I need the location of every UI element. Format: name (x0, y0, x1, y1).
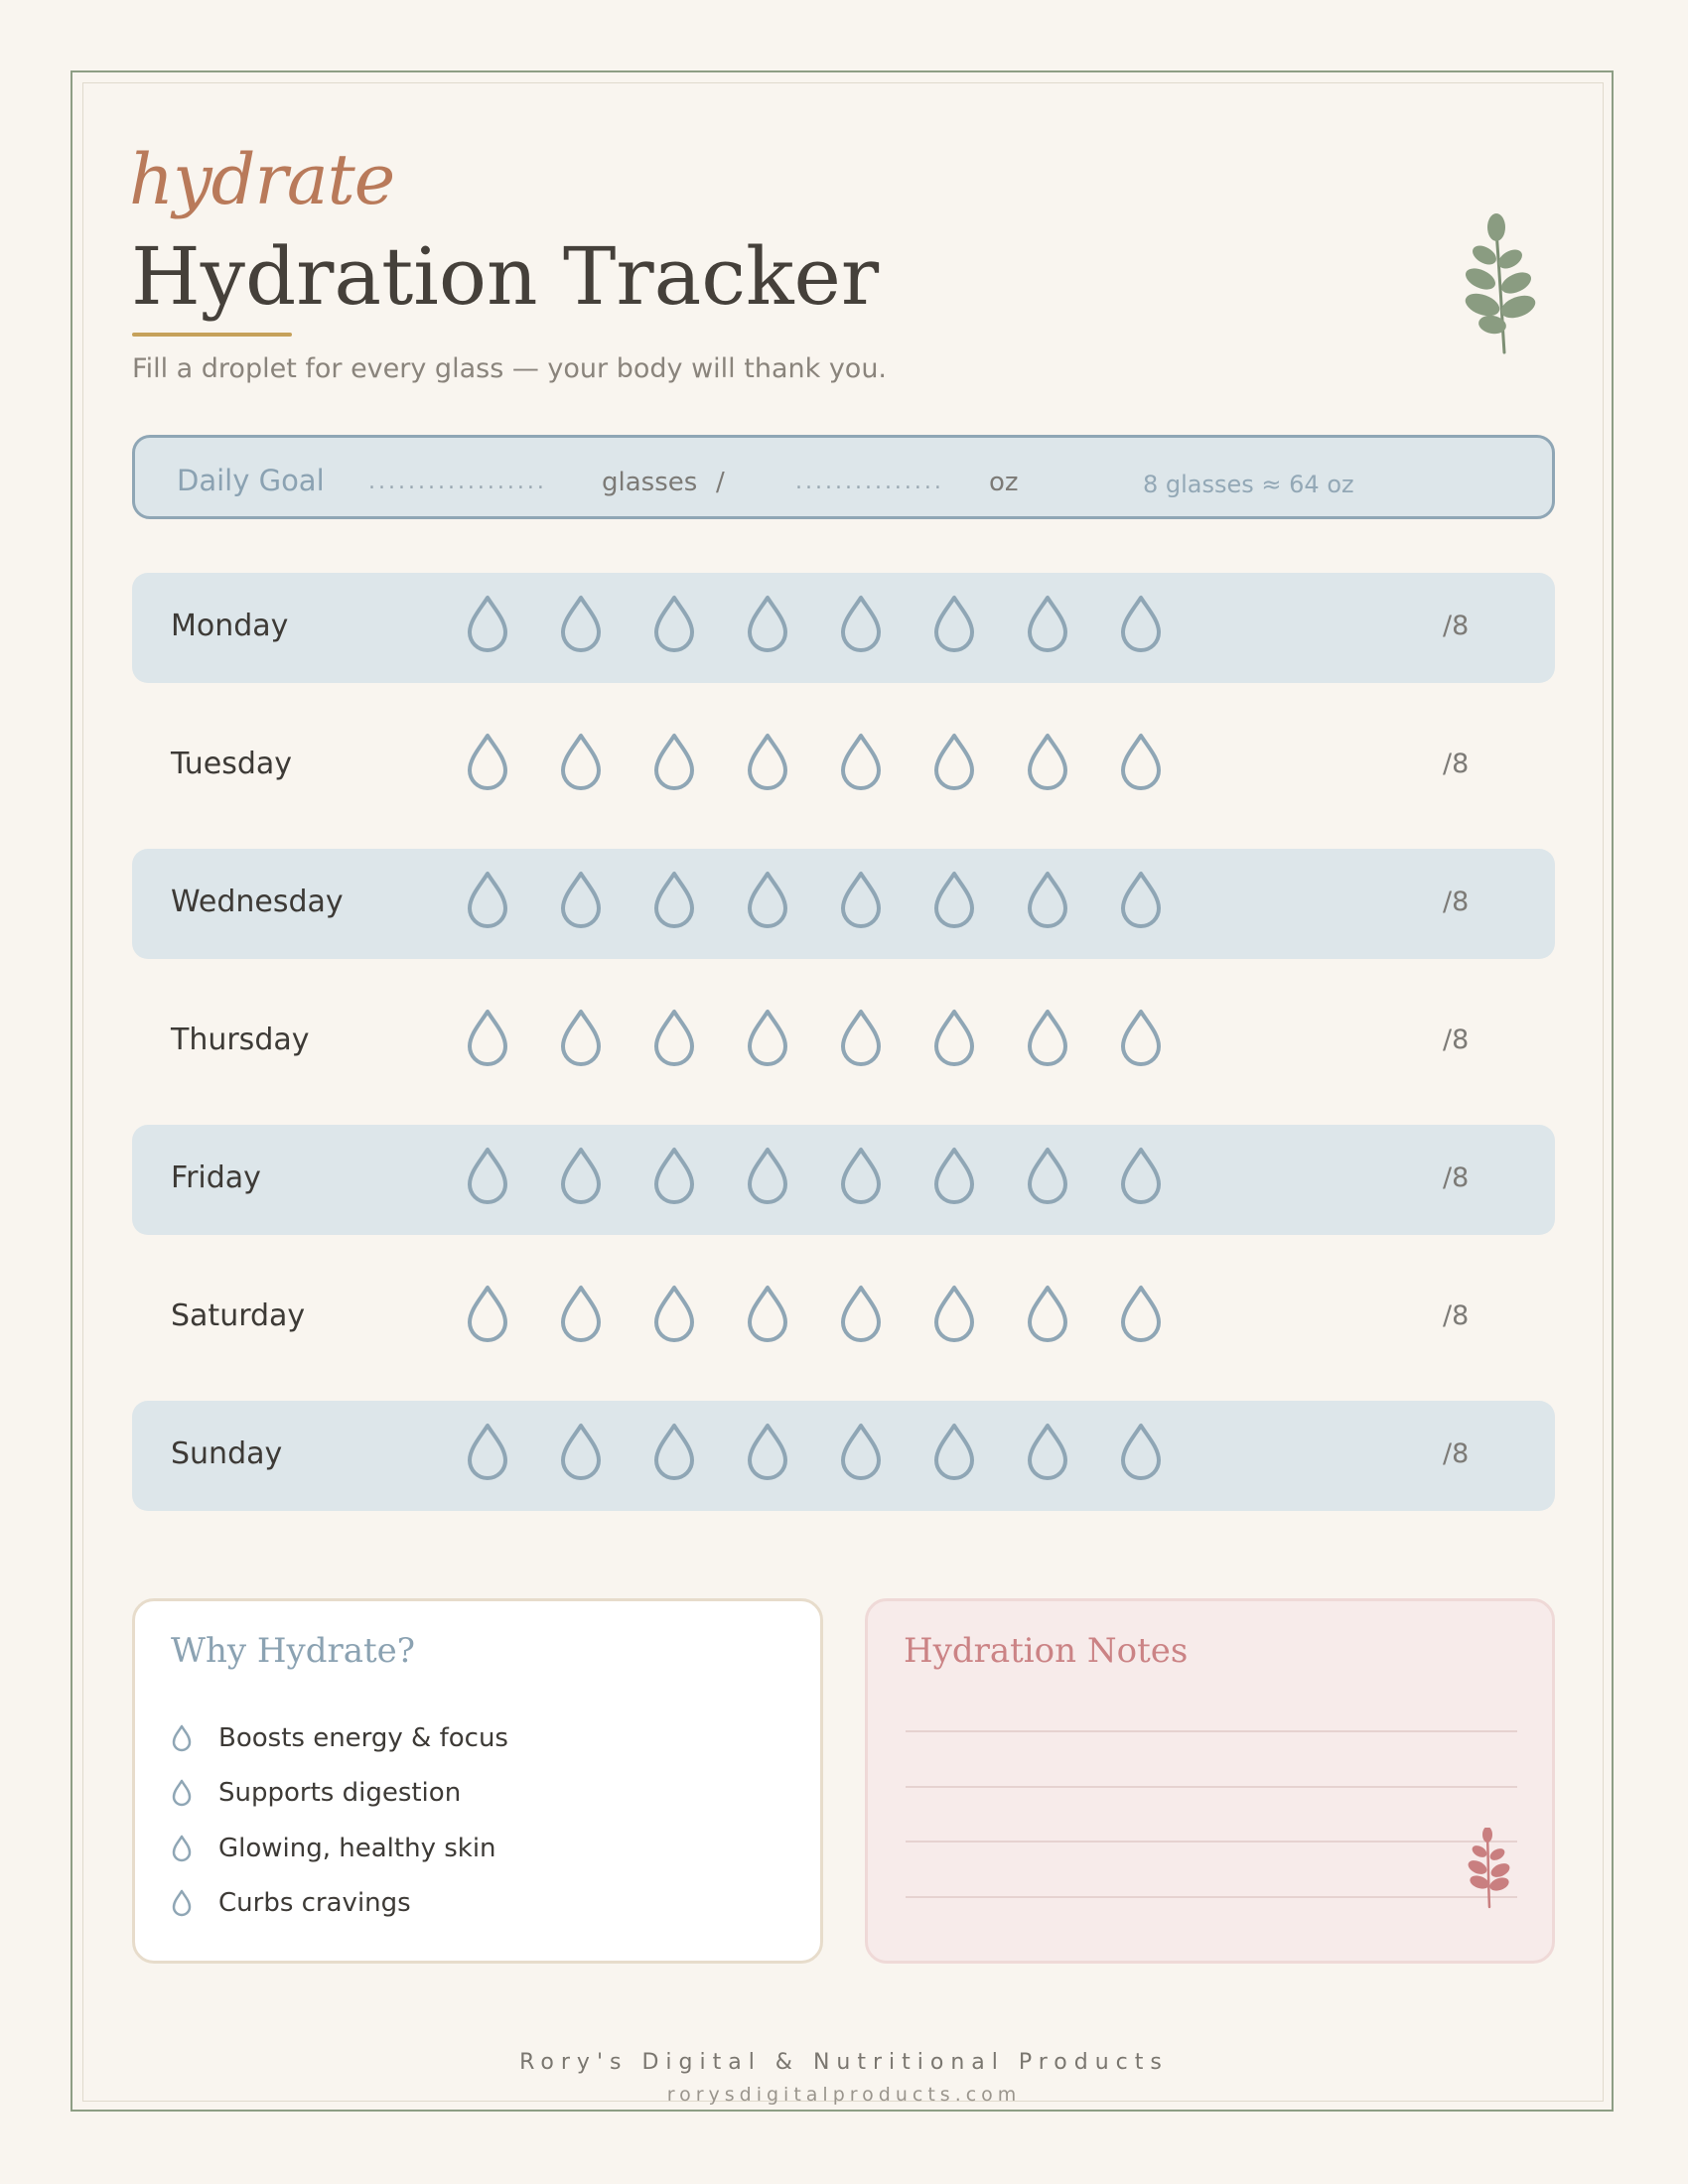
note-line[interactable] (906, 1841, 1517, 1843)
day-label: Wednesday (171, 885, 344, 919)
water-droplet-icon[interactable] (721, 733, 814, 796)
droplet-group (441, 1423, 1188, 1486)
note-line[interactable] (906, 1896, 1517, 1898)
water-droplet-icon[interactable] (534, 595, 628, 658)
water-droplet-icon[interactable] (628, 733, 721, 796)
water-droplet-icon[interactable] (908, 1285, 1001, 1348)
page-title: Hydration Tracker (131, 230, 880, 323)
water-droplet-icon[interactable] (814, 595, 908, 658)
water-droplet-icon[interactable] (1094, 1009, 1188, 1072)
water-droplet-icon[interactable] (721, 1147, 814, 1210)
oz-unit-label: oz (989, 468, 1019, 497)
note-line[interactable] (906, 1786, 1517, 1788)
water-droplet-icon[interactable] (441, 871, 534, 934)
water-droplet-icon[interactable] (628, 1423, 721, 1486)
water-droplet-icon[interactable] (628, 1009, 721, 1072)
script-title: hydrate (129, 139, 395, 220)
water-droplet-icon[interactable] (1001, 595, 1094, 658)
water-droplet-icon[interactable] (814, 1285, 908, 1348)
eucalyptus-sprig-icon (1468, 1828, 1515, 1909)
day-label: Saturday (171, 1298, 306, 1333)
why-hydrate-card (132, 1598, 823, 1964)
water-droplet-icon[interactable] (908, 1009, 1001, 1072)
water-droplet-icon[interactable] (1094, 1285, 1188, 1348)
note-line[interactable] (906, 1730, 1517, 1732)
water-droplet-icon[interactable] (441, 733, 534, 796)
water-droplet-icon (171, 1779, 218, 1807)
water-droplet-icon[interactable] (721, 595, 814, 658)
water-droplet-icon[interactable] (628, 1285, 721, 1348)
water-droplet-icon[interactable] (1001, 1147, 1094, 1210)
water-droplet-icon[interactable] (908, 871, 1001, 934)
water-droplet-icon[interactable] (721, 1423, 814, 1486)
water-droplet-icon[interactable] (1094, 595, 1188, 658)
daily-goal-label: Daily Goal (177, 464, 325, 497)
water-droplet-icon[interactable] (441, 1009, 534, 1072)
footer-brand: Rory's Digital & Nutritional Products (519, 2050, 1169, 2075)
water-droplet-icon[interactable] (1001, 871, 1094, 934)
goal-separator: / (716, 468, 725, 497)
day-label: Thursday (171, 1023, 310, 1057)
day-label: Monday (171, 609, 289, 643)
water-droplet-icon[interactable] (908, 733, 1001, 796)
day-total-label: /8 (1443, 887, 1470, 917)
day-total-label: /8 (1443, 1162, 1470, 1193)
goal-glasses-field[interactable]: .................. (368, 470, 547, 494)
day-row-tuesday (132, 711, 1555, 821)
list-item (171, 1821, 508, 1876)
day-row-monday (132, 573, 1555, 683)
droplet-group (441, 595, 1188, 658)
goal-oz-field[interactable]: ............... (795, 470, 944, 494)
day-row-saturday (132, 1263, 1555, 1373)
water-droplet-icon[interactable] (908, 595, 1001, 658)
water-droplet-icon[interactable] (814, 1009, 908, 1072)
footer-url: rorysdigitalproducts.com (666, 2084, 1022, 2106)
water-droplet-icon[interactable] (534, 1285, 628, 1348)
list-item (171, 1766, 508, 1822)
hydration-notes-card (865, 1598, 1555, 1964)
glasses-unit-label: glasses (602, 468, 698, 497)
eucalyptus-sprig-icon (1465, 213, 1559, 357)
water-droplet-icon[interactable] (441, 1423, 534, 1486)
day-row-sunday (132, 1401, 1555, 1511)
water-droplet-icon[interactable] (814, 1147, 908, 1210)
water-droplet-icon[interactable] (1001, 733, 1094, 796)
water-droplet-icon[interactable] (1094, 871, 1188, 934)
benefits-list (171, 1710, 508, 1931)
water-droplet-icon[interactable] (721, 1009, 814, 1072)
benefit-text: Boosts energy & focus (218, 1722, 508, 1753)
hydration-notes-title: Hydration Notes (904, 1631, 1189, 1671)
water-droplet-icon[interactable] (814, 871, 908, 934)
water-droplet-icon[interactable] (1094, 1423, 1188, 1486)
day-total-label: /8 (1443, 1438, 1470, 1469)
daily-goal-bar (132, 435, 1555, 519)
water-droplet-icon[interactable] (721, 1285, 814, 1348)
water-droplet-icon[interactable] (534, 1147, 628, 1210)
water-droplet-icon[interactable] (441, 1285, 534, 1348)
water-droplet-icon (171, 1835, 218, 1862)
water-droplet-icon (171, 1889, 218, 1917)
goal-hint: 8 glasses ≈ 64 oz (1143, 471, 1354, 498)
water-droplet-icon[interactable] (628, 1147, 721, 1210)
water-droplet-icon[interactable] (534, 1423, 628, 1486)
water-droplet-icon[interactable] (534, 1009, 628, 1072)
water-droplet-icon[interactable] (908, 1147, 1001, 1210)
day-row-wednesday (132, 849, 1555, 959)
water-droplet-icon[interactable] (1001, 1009, 1094, 1072)
droplet-group (441, 1009, 1188, 1072)
benefit-text: Glowing, healthy skin (218, 1833, 496, 1863)
water-droplet-icon[interactable] (441, 1147, 534, 1210)
page-subtitle: Fill a droplet for every glass — your body will thank you. (132, 353, 888, 384)
list-item (171, 1710, 508, 1766)
benefit-text: Curbs cravings (218, 1888, 411, 1919)
water-droplet-icon[interactable] (1094, 1147, 1188, 1210)
water-droplet-icon[interactable] (814, 733, 908, 796)
benefit-text: Supports digestion (218, 1778, 462, 1809)
water-droplet-icon[interactable] (534, 733, 628, 796)
day-label: Tuesday (171, 747, 293, 781)
day-label: Friday (171, 1160, 261, 1195)
water-droplet-icon[interactable] (534, 871, 628, 934)
water-droplet-icon[interactable] (1001, 1285, 1094, 1348)
day-label: Sunday (171, 1436, 283, 1471)
day-row-friday (132, 1125, 1555, 1235)
droplet-group (441, 1285, 1188, 1348)
water-droplet-icon[interactable] (721, 871, 814, 934)
day-total-label: /8 (1443, 749, 1470, 779)
water-droplet-icon (171, 1724, 218, 1752)
day-total-label: /8 (1443, 1300, 1470, 1331)
day-total-label: /8 (1443, 1024, 1470, 1055)
water-droplet-icon[interactable] (628, 595, 721, 658)
water-droplet-icon[interactable] (1094, 733, 1188, 796)
water-droplet-icon[interactable] (814, 1423, 908, 1486)
list-item (171, 1876, 508, 1932)
water-droplet-icon[interactable] (441, 595, 534, 658)
droplet-group (441, 1147, 1188, 1210)
day-total-label: /8 (1443, 611, 1470, 641)
water-droplet-icon[interactable] (1001, 1423, 1094, 1486)
water-droplet-icon[interactable] (628, 871, 721, 934)
why-hydrate-title: Why Hydrate? (171, 1631, 416, 1671)
droplet-group (441, 871, 1188, 934)
day-row-thursday (132, 987, 1555, 1097)
droplet-group (441, 733, 1188, 796)
water-droplet-icon[interactable] (908, 1423, 1001, 1486)
title-underline (132, 333, 292, 337)
